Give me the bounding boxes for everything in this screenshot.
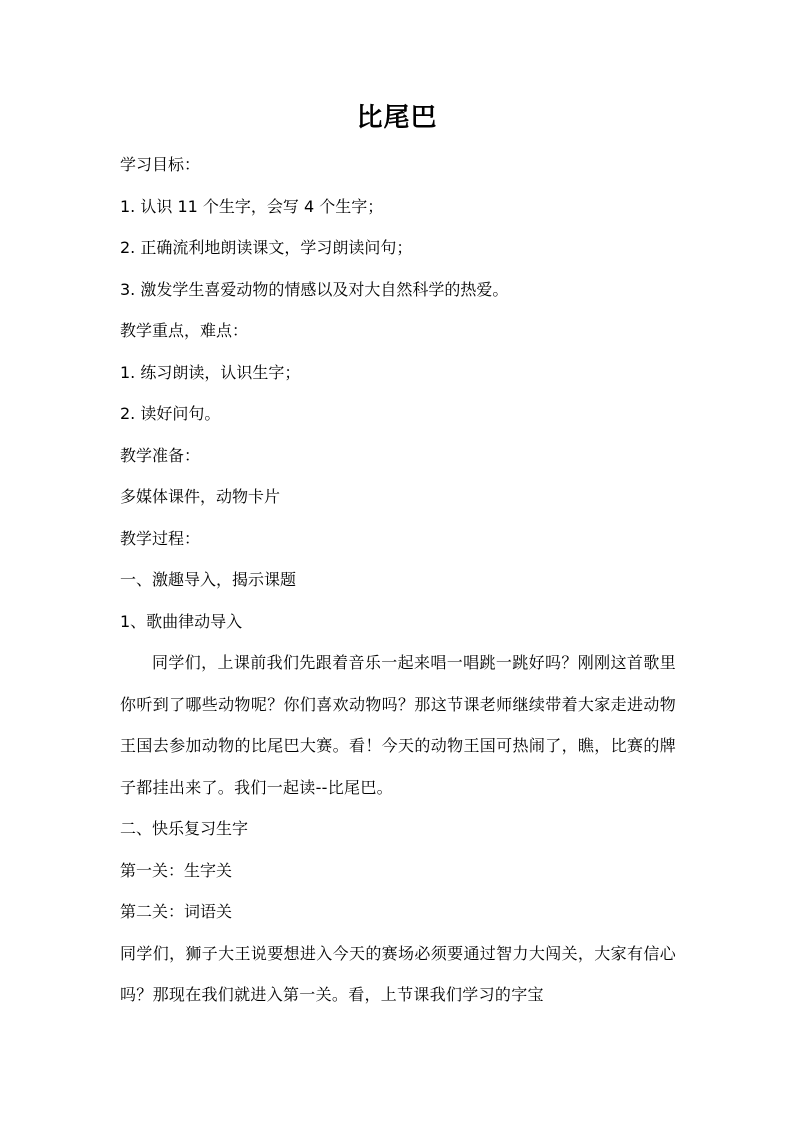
level-2-heading: 第二关：词语关: [120, 902, 233, 921]
process-step-1-heading: 一、激趣导入，揭示课题: [120, 570, 297, 589]
document-body: [120, 144, 676, 1016]
section-heading-preparation: 教学准备：: [120, 445, 201, 465]
key-point-item-2: 2. 读好问句。: [120, 404, 221, 423]
challenge-paragraph: 同学们，狮子大王说要想进入今天的赛场必须要通过智力大闯关，大家有信心吗？那现在我们就进入第一关。看，上节课我们学习的字宝: [120, 943, 676, 1004]
objective-item-3: 3. 激发学生喜爱动物的情感以及对大自然科学的热爱。: [120, 279, 509, 299]
objective-item-2: 2. 正确流利地朗读课文，学习朗读问句；: [120, 238, 413, 257]
objective-item-1: 1. 认识 11 个生字，会写 4 个生字；: [120, 196, 384, 216]
level-1-heading: 第一关：生字关: [120, 860, 233, 880]
section-heading-key-points: 教学重点，难点：: [120, 321, 249, 340]
intro-paragraph: 同学们，上课前我们先跟着音乐一起来唱一唱跳一跳好吗？刚刚这首歌里你听到了哪些动物呢？你们喜欢动物吗？那这节课老师继续带着大家走进动物王国去参加动物的比尾巴大赛。看！今天的动物王国可热闹了，瞧，比赛的牌子都挂出来了。我们一起读--比尾巴。: [120, 653, 676, 797]
section-heading-process: 教学过程：: [120, 528, 201, 548]
key-point-item-1: 1. 练习朗读，认识生字；: [120, 362, 301, 382]
preparation-text: 多媒体课件，动物卡片: [120, 487, 281, 506]
page-title: 比尾巴: [356, 103, 438, 133]
process-substep-heading: 1、歌曲律动导入: [120, 611, 243, 631]
process-step-2-heading: 二、快乐复习生字: [120, 819, 249, 838]
section-heading-objectives: 学习目标：: [120, 155, 201, 174]
